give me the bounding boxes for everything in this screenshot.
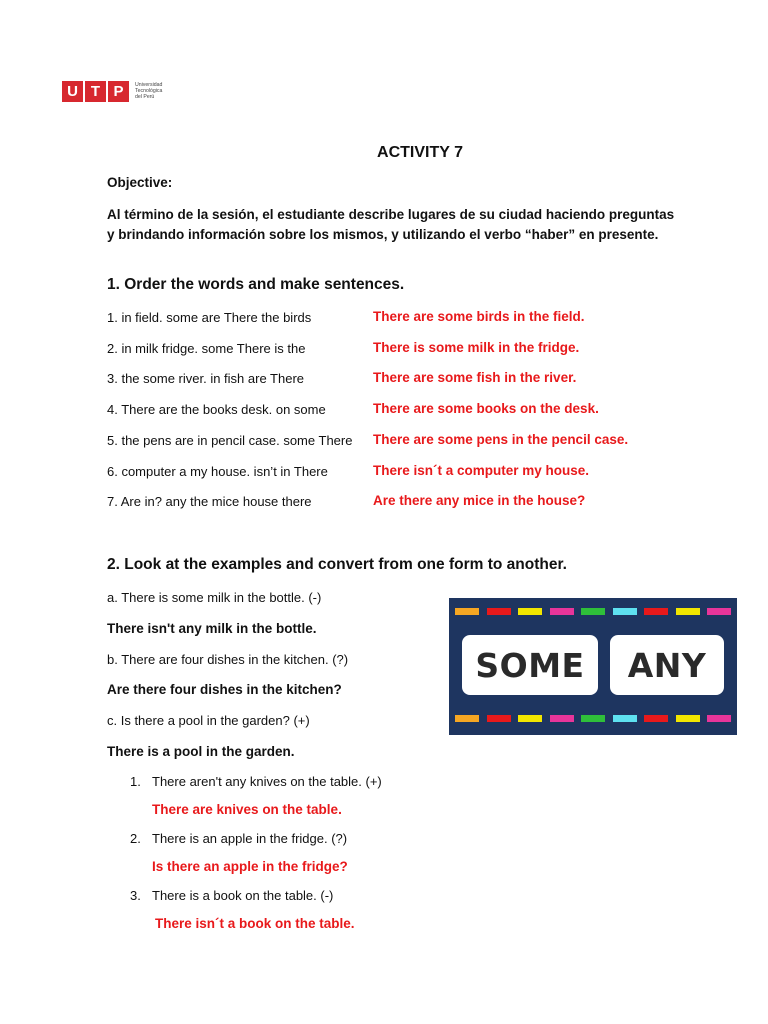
some-word-box: SOME: [462, 635, 598, 695]
color-dash: [581, 608, 605, 615]
color-dash: [550, 608, 574, 615]
exercise-prompt: There is an apple in the fridge. (?): [152, 831, 348, 846]
scrambled-words: 3. the some river. in fish are There: [107, 371, 305, 386]
scrambled-words: 5. the pens are in pencil case. some There: [107, 433, 353, 448]
any-word-box: ANY: [610, 635, 724, 695]
color-dash: [487, 608, 511, 615]
example-answer: Are there four dishes in the kitchen?: [107, 682, 342, 697]
objective-text: Al término de la sesión, el estudiante describe lugares de su ciudad haciendo preguntas y brindando información sobre los mismos, y utilizando el verbo “haber” en presente.: [107, 207, 675, 242]
exercise-prompt: There is a book on the table. (-): [152, 888, 334, 903]
exercise-row: [107, 494, 647, 514]
color-dash: [613, 608, 637, 615]
color-dash: [455, 608, 479, 615]
section1-title: 1. Order the words and make sentences.: [107, 276, 405, 293]
exercise-row: [107, 402, 647, 422]
exercise-row: [107, 341, 647, 361]
example-answer: There isn't any milk in the bottle.: [107, 621, 317, 636]
exercise-number: 2.: [130, 831, 141, 846]
color-dash: [518, 715, 542, 722]
color-dash: [644, 608, 668, 615]
logo-letter-p: P: [108, 81, 129, 102]
color-dash: [455, 715, 479, 722]
color-dash: [581, 715, 605, 722]
example-prompt: c. Is there a pool in the garden? (+): [107, 713, 310, 728]
dash-row-top: [455, 608, 731, 616]
color-dash: [644, 715, 668, 722]
utp-logo: [62, 80, 185, 102]
color-dash: [707, 715, 731, 722]
exercise-answer: Is there an apple in the fridge?: [152, 859, 348, 874]
logo-subtext-line: Tecnológica: [135, 88, 163, 94]
logo-subtext: [135, 82, 185, 100]
scrambled-words: 6. computer a my house. isn’t in There: [107, 464, 328, 479]
exercise-row: [107, 464, 647, 484]
page-title: ACTIVITY 7: [377, 144, 463, 161]
numbered-exercise: [130, 831, 347, 846]
answer-sentence: There isn´t a computer my house.: [373, 463, 590, 478]
dash-row-bottom: [455, 715, 731, 723]
example-prompt: a. There is some milk in the bottle. (-): [107, 590, 322, 605]
answer-sentence: There are some fish in the river.: [373, 370, 577, 385]
color-dash: [550, 715, 574, 722]
color-dash: [518, 608, 542, 615]
exercise-prompt: There aren't any knives on the table. (+): [152, 774, 382, 789]
numbered-exercise: [130, 888, 333, 903]
objective-label: Objective:: [107, 175, 173, 190]
scrambled-words: 1. in field. some are There the birds: [107, 310, 312, 325]
scrambled-words: 2. in milk fridge. some There is the: [107, 341, 306, 356]
answer-sentence: There are some birds in the field.: [373, 309, 585, 324]
logo-letter-u: U: [62, 81, 83, 102]
exercise-answer: There are knives on the table.: [152, 802, 342, 817]
example-prompt: b. There are four dishes in the kitchen. (?): [107, 652, 349, 667]
answer-sentence: There are some pens in the pencil case.: [373, 432, 629, 447]
color-dash: [707, 608, 731, 615]
example-answer: There is a pool in the garden.: [107, 744, 295, 759]
logo-subtext-line: Universidad: [135, 82, 163, 88]
color-dash: [487, 715, 511, 722]
answer-sentence: There are some books on the desk.: [373, 401, 599, 416]
color-dash: [676, 715, 700, 722]
scrambled-words: 7. Are in? any the mice house there: [107, 494, 312, 509]
color-dash: [613, 715, 637, 722]
section2-title: 2. Look at the examples and convert from one form to another.: [107, 556, 567, 573]
some-any-image: [449, 598, 737, 735]
answer-sentence: Are there any mice in the house?: [373, 493, 586, 508]
color-dash: [676, 608, 700, 615]
exercise-answer: There isn´t a book on the table.: [155, 916, 355, 931]
answer-sentence: There is some milk in the fridge.: [373, 340, 580, 355]
logo-subtext-line: del Perú: [135, 94, 155, 100]
scrambled-words: 4. There are the books desk. on some: [107, 402, 326, 417]
exercise-number: 3.: [130, 888, 141, 903]
exercise-row: [107, 433, 647, 453]
numbered-exercise: [130, 774, 382, 789]
logo-letter-t: T: [85, 81, 106, 102]
exercise-row: [107, 371, 647, 391]
exercise-number: 1.: [130, 774, 141, 789]
exercise-row: [107, 310, 647, 330]
